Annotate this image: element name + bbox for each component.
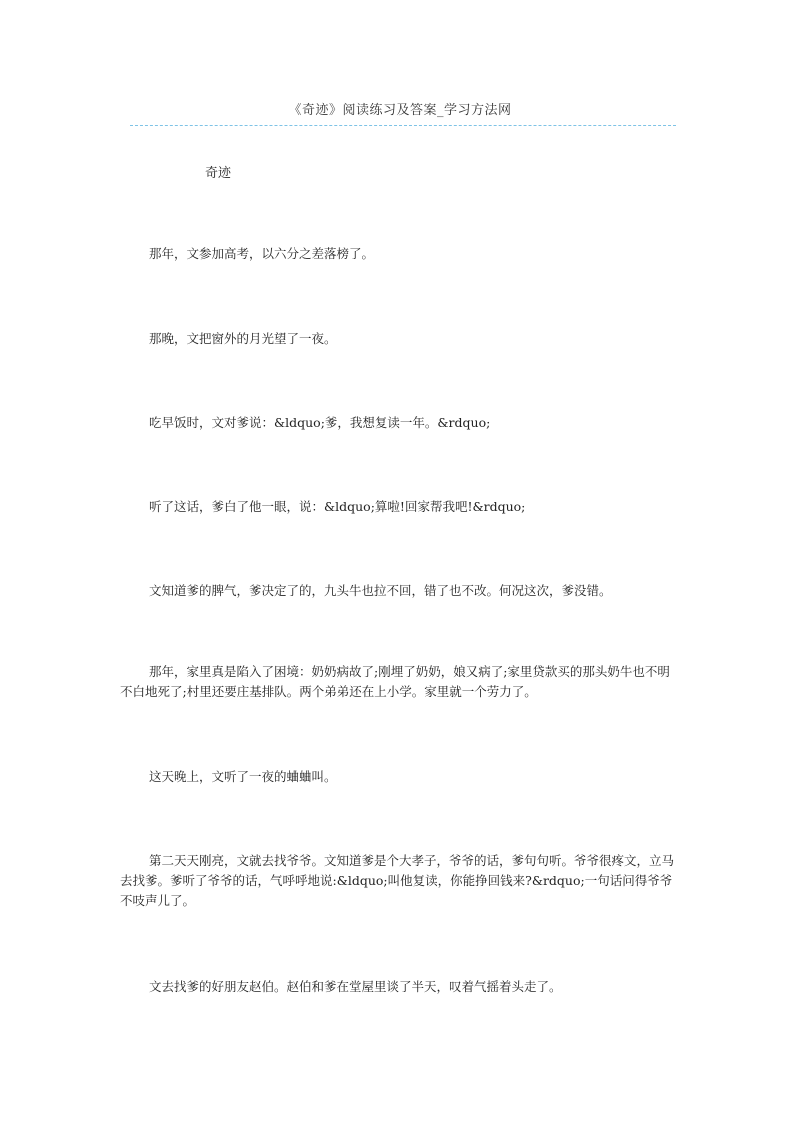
paragraph: 文知道爹的脾气，爹决定了的，九头牛也拉不回，错了也不改。何况这次，爹没错。: [149, 583, 612, 598]
paragraph: 吃早饭时，文对爹说：&ldquo;爹，我想复读一年。&rdquo;: [149, 415, 491, 430]
header-divider: [130, 125, 676, 126]
paragraph: 那晚，文把窗外的月光望了一夜。: [149, 331, 337, 346]
paragraph: 这天晚上，文听了一夜的蛐蛐叫。: [149, 769, 337, 784]
paragraph: 那年，文参加高考，以六分之差落榜了。: [149, 246, 375, 261]
paragraph: 听了这话，爹白了他一眼，说：&ldquo;算啦!回家帮我吧!&rdquo;: [149, 499, 526, 514]
paragraph: 文去找爹的好朋友赵伯。赵伯和爹在堂屋里谈了半天，叹着气摇着头走了。: [149, 979, 562, 994]
page-header-title: 《奇迹》阅读练习及答案_学习方法网: [288, 103, 512, 118]
article-title: 奇迹: [205, 166, 232, 181]
paragraph: 第二天天刚亮，文就去找爷爷。文知道爹是个大孝子，爷爷的话，爹句句听。爷爷很疼文，立马去找爹。爹听了爷爷的话，气呼呼地说:&ldquo;叫他复读，你能挣回钱来?&rdquo;一句话问得爷爷不吱声儿了。: [120, 853, 675, 908]
paragraph: 那年，家里真是陷入了困境：奶奶病故了;刚埋了奶奶，娘又病了;家里贷款买的那头奶牛也不明不白地死了;村里还要庄基排队。两个弟弟还在上小学。家里就一个劳力了。: [120, 664, 670, 699]
